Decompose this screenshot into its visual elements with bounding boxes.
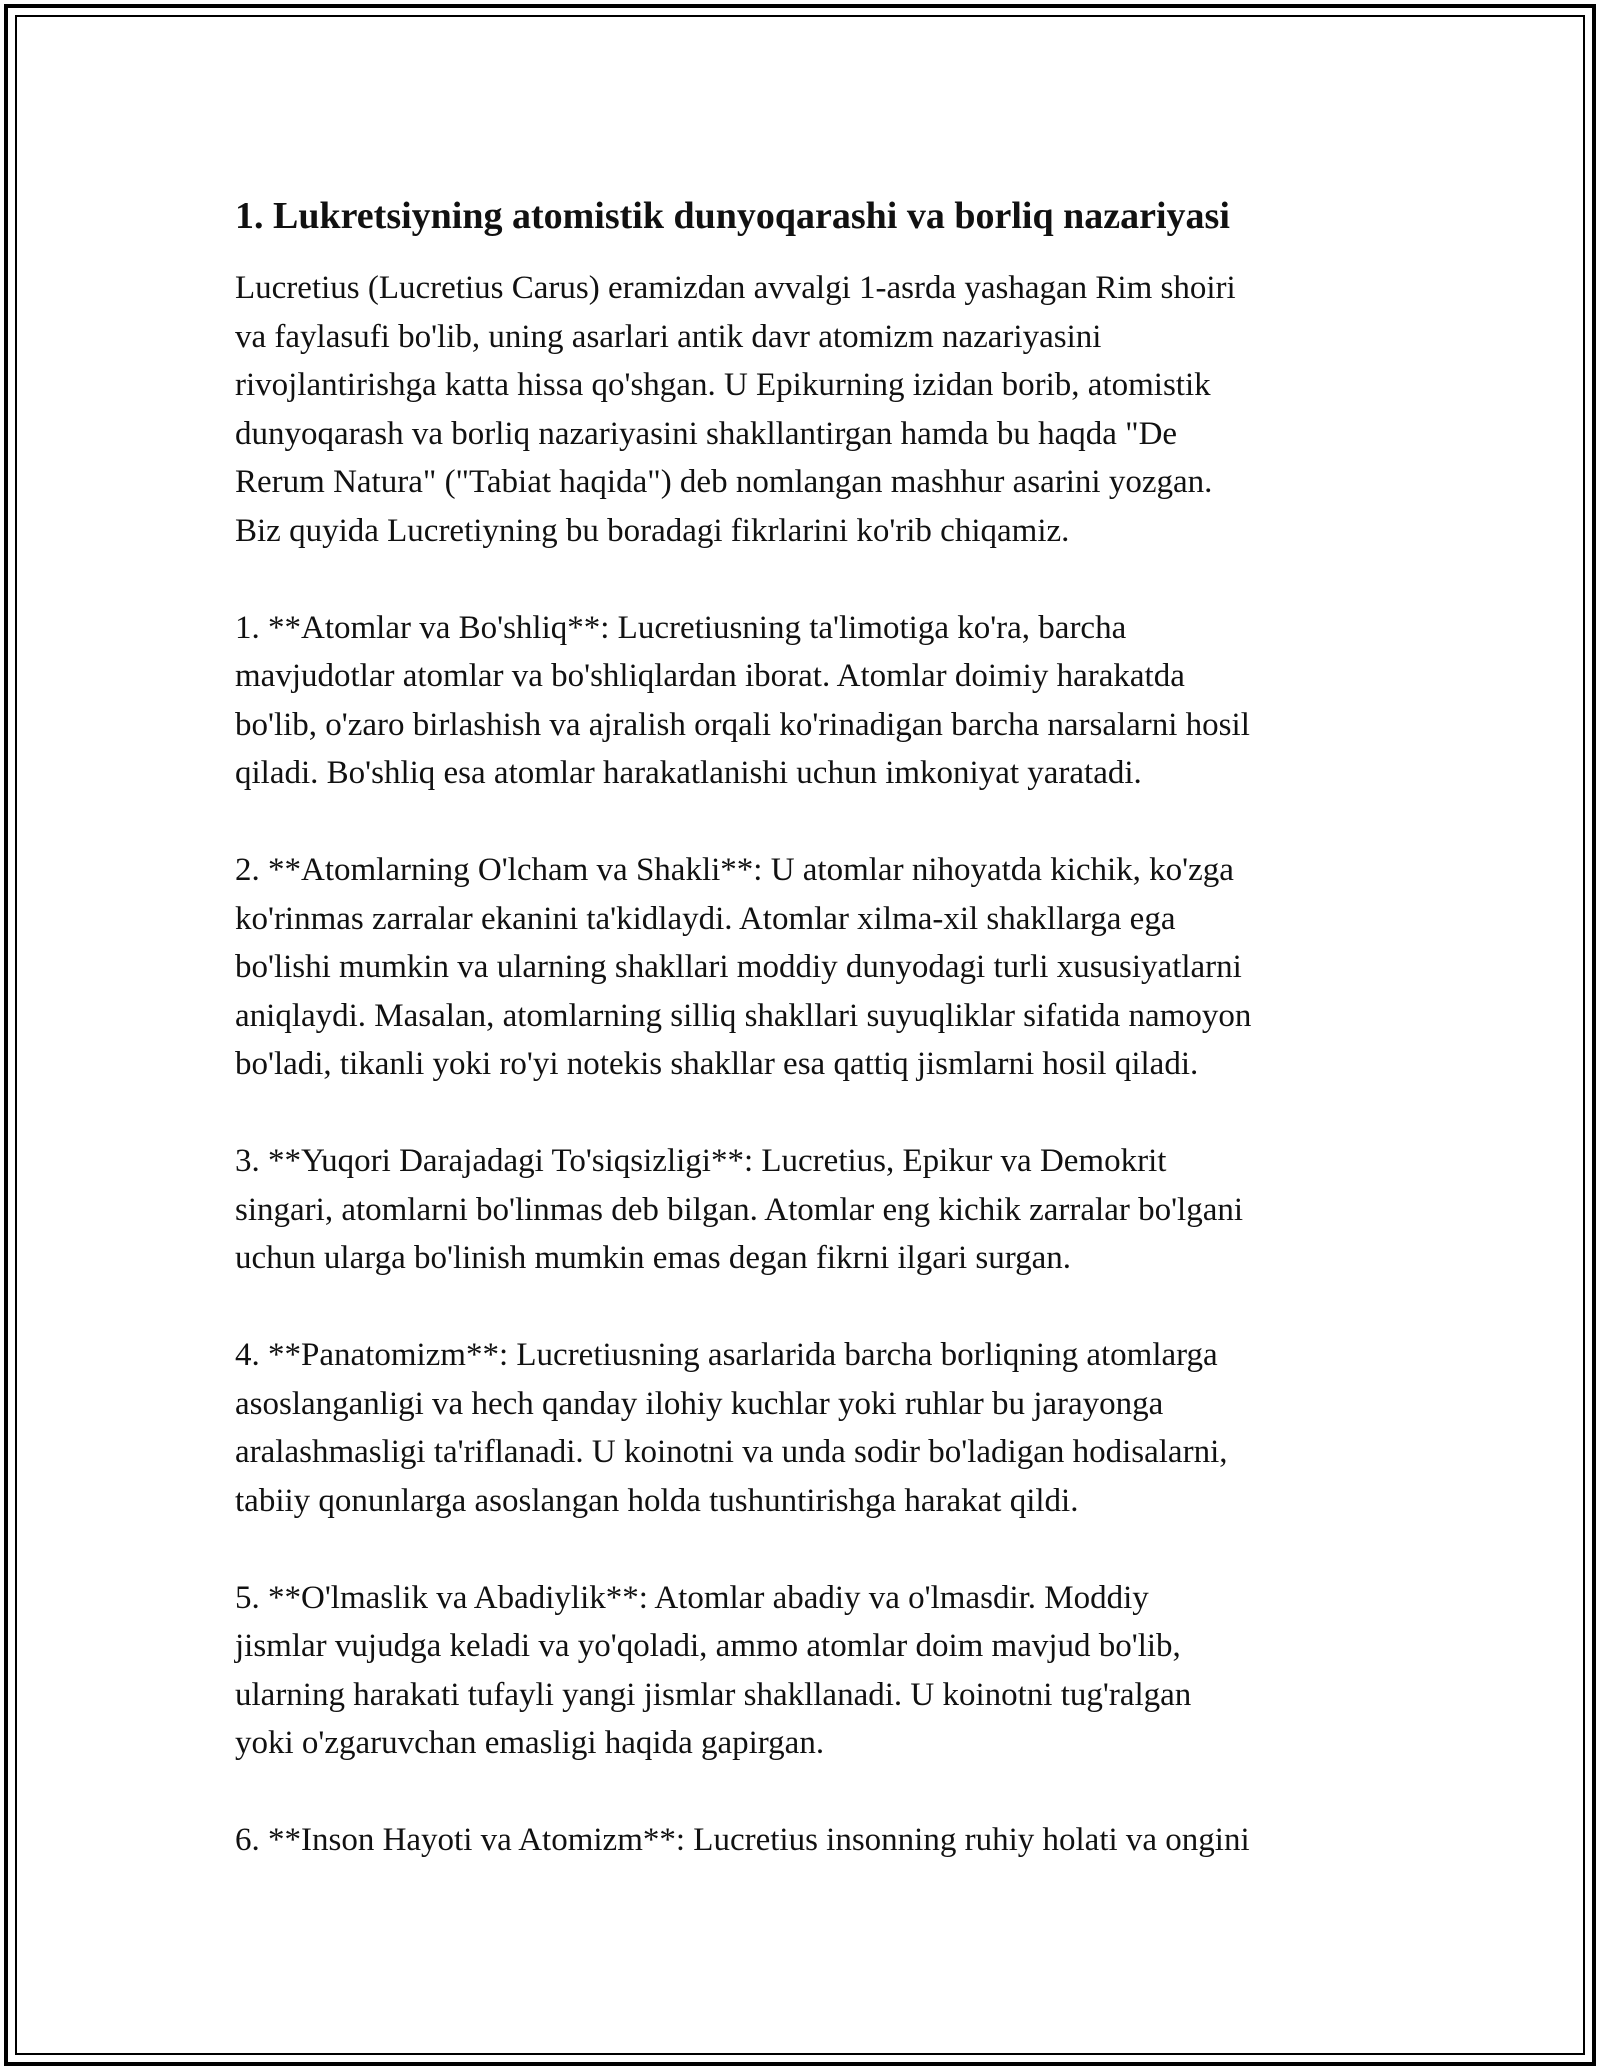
text-line: aniqlaydi. Masalan, atomlarning silliq shakllari suyuqliklar sifatida namoyon — [235, 997, 1252, 1034]
paragraph-atomlar-va-boshliq — [235, 604, 1385, 798]
paragraph-intro — [235, 264, 1385, 555]
text-line: bo'ladi, tikanli yoki ro'yi notekis shakllar esa qattiq jismlarni hosil qiladi. — [235, 1046, 1199, 1082]
text-line: 1. **Atomlar va Bo'shliq**: Lucretiusning ta'limotiga ko'ra, barcha — [235, 609, 1127, 646]
text-line: mavjudotlar atomlar va bo'shliqlardan iborat. Atomlar doimiy harakatda — [235, 658, 1185, 694]
text-line: bo'lishi mumkin va ularning shakllari moddiy dunyodagi turli xususiyatlarni — [235, 949, 1242, 985]
text-line: Biz quyida Lucretiyning bu boradagi fikrlarini ko'rib chiqamiz. — [235, 512, 1070, 549]
text-line: rivojlantirishga katta hissa qo'shgan. U Epikurning izidan borib, atomistik — [235, 367, 1211, 403]
text-line: 6. **Inson Hayoti va Atomizm**: Lucretius insonning ruhiy holati va ongini — [235, 1822, 1250, 1858]
document-body — [235, 180, 1385, 1913]
text-line: yoki o'zgaruvchan emasligi haqida gapirgan. — [235, 1725, 825, 1761]
paragraph-olmaslik-va-abadiylik — [235, 1574, 1385, 1768]
text-line: ko'rinmas zarralar ekanini ta'kidlaydi. Atomlar xilma-xil shakllarga ega — [235, 900, 1176, 937]
text-line: uchun ularga bo'linish mumkin emas degan fikrni ilgari surgan. — [235, 1240, 1071, 1276]
text-line: asoslanganligi va hech qanday ilohiy kuchlar yoki ruhlar bu jarayonga — [235, 1385, 1164, 1422]
text-line: 5. **O'lmaslik va Abadiylik**: Atomlar abadiy va o'lmasdir. Moddiy — [235, 1579, 1149, 1616]
text-line: qiladi. Bo'shliq esa atomlar harakatlanishi uchun imkoniyat yaratadi. — [235, 755, 1142, 791]
paragraph-olcham-va-shakli — [235, 846, 1385, 1089]
text-line: Lucretius (Lucretius Carus) eramizdan avvalgi 1-asrda yashagan Rim shoiri — [235, 270, 1236, 306]
text-line: 4. **Panatomizm**: Lucretiusning asarlarida barcha borliqning atomlarga — [235, 1337, 1218, 1373]
text-line: ularning harakati tufayli yangi jismlar shakllanadi. U koinotni tug'ralgan — [235, 1676, 1192, 1713]
text-line: Rerum Natura" ("Tabiat haqida") deb nomlangan mashhur asarini yozgan. — [235, 464, 1213, 500]
text-line: 3. **Yuqori Darajadagi To'siqsizligi**: Lucretius, Epikur va Demokrit — [235, 1143, 1167, 1179]
text-line: dunyoqarash va borliq nazariyasini shakllantirgan hamda bu haqda "De — [235, 415, 1178, 452]
text-line: va faylasufi bo'lib, uning asarlari antik davr atomizm nazariyasini — [235, 318, 1102, 355]
text-line: tabiiy qonunlarga asoslangan holda tushuntirishga harakat qildi. — [235, 1482, 1079, 1519]
text-line: bo'lib, o'zaro birlashish va ajralish orqali ko'rinadigan barcha narsalarni hosil — [235, 706, 1250, 743]
text-line: singari, atomlarni bo'linmas deb bilgan. Atomlar eng kichik zarralar bo'lgani — [235, 1191, 1244, 1228]
paragraph-inson-hayoti — [235, 1816, 1385, 1865]
text-line: 2. **Atomlarning O'lcham va Shakli**: U atomlar nihoyatda kichik, ko'zga — [235, 852, 1234, 888]
paragraph-tosiqsizligi — [235, 1137, 1385, 1283]
paragraph-panatomizm — [235, 1331, 1385, 1525]
text-line: jismlar vujudga keladi va yo'qoladi, ammo atomlar doim mavjud bo'lib, — [235, 1628, 1181, 1664]
text-line: aralashmasligi ta'riflanadi. U koinotni va unda sodir bo'ladigan hodisalarni, — [235, 1434, 1228, 1470]
document-title: 1. Lukretsiyning atomistik dunyoqarashi va borliq nazariyasi — [235, 195, 1230, 237]
